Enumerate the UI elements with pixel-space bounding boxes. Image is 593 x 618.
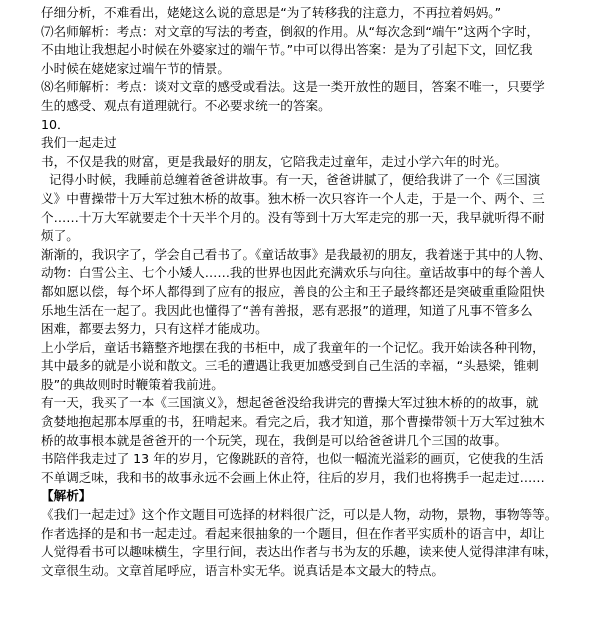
text-line: 乐地生活在一起了。我因此也懂得了“善有善报，恶有恶报”的道理，知道了凡事不管多么 — [41, 302, 533, 318]
text-line: ⑺名师解析：考点：对文章的写法的考查，倒叙的作用。从“每次念到“端午”这两个字时， — [41, 23, 540, 39]
essay-title: 我们一起走过 — [41, 135, 117, 151]
text-line: 文章很生动。文章首尾呼应，语言朴实无华。说真话是本文最大的特点。 — [41, 562, 444, 578]
text-line: 困难，都要去努力，只有这样才能成功。 — [41, 321, 268, 337]
text-line: 渐渐的，我识字了，学会自己看书了。《童话故事》是我最初的朋友，我着迷于其中的人物、 — [41, 246, 552, 262]
analysis-heading: 【解析】 — [41, 488, 92, 504]
text-line: 书，不仅是我的财富，更是我最好的朋友，它陪我走过童年，走过小学六年的时光。 — [41, 153, 507, 169]
question-number: 10． — [41, 116, 70, 132]
text-line: 记得小时候，我睡前总缠着爸爸讲故事。有一天，爸爸讲腻了，便给我讲了一个《三国演 — [41, 172, 541, 188]
text-line: 书陪伴我走过了 13 年的岁月，它像跳跃的音符，也似一幅流光溢彩的画页，它使我的生活 — [41, 451, 544, 467]
text-line: 贪婪地抱起那本厚重的书，狂啃起来。看完之后，我才知道，那个曹操带领十万大军过独木 — [41, 414, 545, 430]
text-line: 《我们一起走过》这个作文题目可选择的材料很广泛，可以是人物，动物，景物，事物等等。 — [41, 507, 558, 523]
text-line: 其中最多的就是小说和散文。三毛的遭遇让我更加感受到自己生活的幸福，“头悬梁，锥刺 — [41, 358, 539, 374]
text-line: ⑻名师解析：考点：谈对文章的感受或看法。这是一类开放性的题目，答案不唯一，只要学 — [41, 79, 545, 95]
text-line: 人觉得看书可以趣味横生，字里行间，表达出作者与书为友的乐趣，读来使人觉得津津有味， — [41, 544, 558, 560]
text-line: 有一天，我买了一本《三国演义》，想起爸爸没给我讲完的曹操大军过独木桥的的故事，就 — [41, 395, 539, 411]
text-line: 烦了。 — [41, 228, 79, 244]
text-line: 生的感受、观点有道理就行。不必要求统一的答案。 — [41, 97, 331, 113]
text-line: 动物：白雪公主、七个小矮人……我的世界也因此充满欢乐与向往。童话故事中的每个善人 — [41, 265, 545, 281]
text-line: 作者选择的是和书一起走过。看起来很抽象的一个题目，但在作者平实质朴的语言中，却让 — [41, 525, 545, 541]
text-line: 不由地让我想起小时候在外婆家过的端午节。”中可以得出答案：是为了引起下文，回忆我 — [41, 42, 533, 58]
text-line: 上小学后，童话书籍整齐地摆在我的书柜中，成了我童年的一个记忆。我开始读各种刊物， — [41, 339, 545, 355]
text-line: 义》中曹操带十万大军过独木桥的故事。独木桥一次只容许一个人走，于是一个、两个、三 — [41, 190, 545, 206]
text-line: 不单调乏味，我和书的故事永远不会画上休止符，往后的岁月，我们也将携手一起走过…… — [41, 469, 545, 485]
text-line: 个……十万大军就要走个十天半个月的。没有等到十万大军走完的那一天，我早就听得不耐 — [41, 209, 545, 225]
text-line: 都如愿以偿，每个坏人都得到了应有的报应，善良的公主和王子最终都还是突破重重险阻快 — [41, 283, 545, 299]
text-line: 仔细分析，不难看出，姥姥这么说的意思是“为了转移我的注意力，不再拉着妈妈。” — [41, 5, 502, 20]
text-line: 小时候在姥姥家过端午节的情景。 — [41, 60, 230, 76]
text-line: 股”的典故则时时鞭策着我前进。 — [41, 376, 224, 392]
text-line: 桥的故事根本就是爸爸开的一个玩笑，现在，我倒是可以给爸爸讲几个三国的故事。 — [41, 432, 507, 448]
